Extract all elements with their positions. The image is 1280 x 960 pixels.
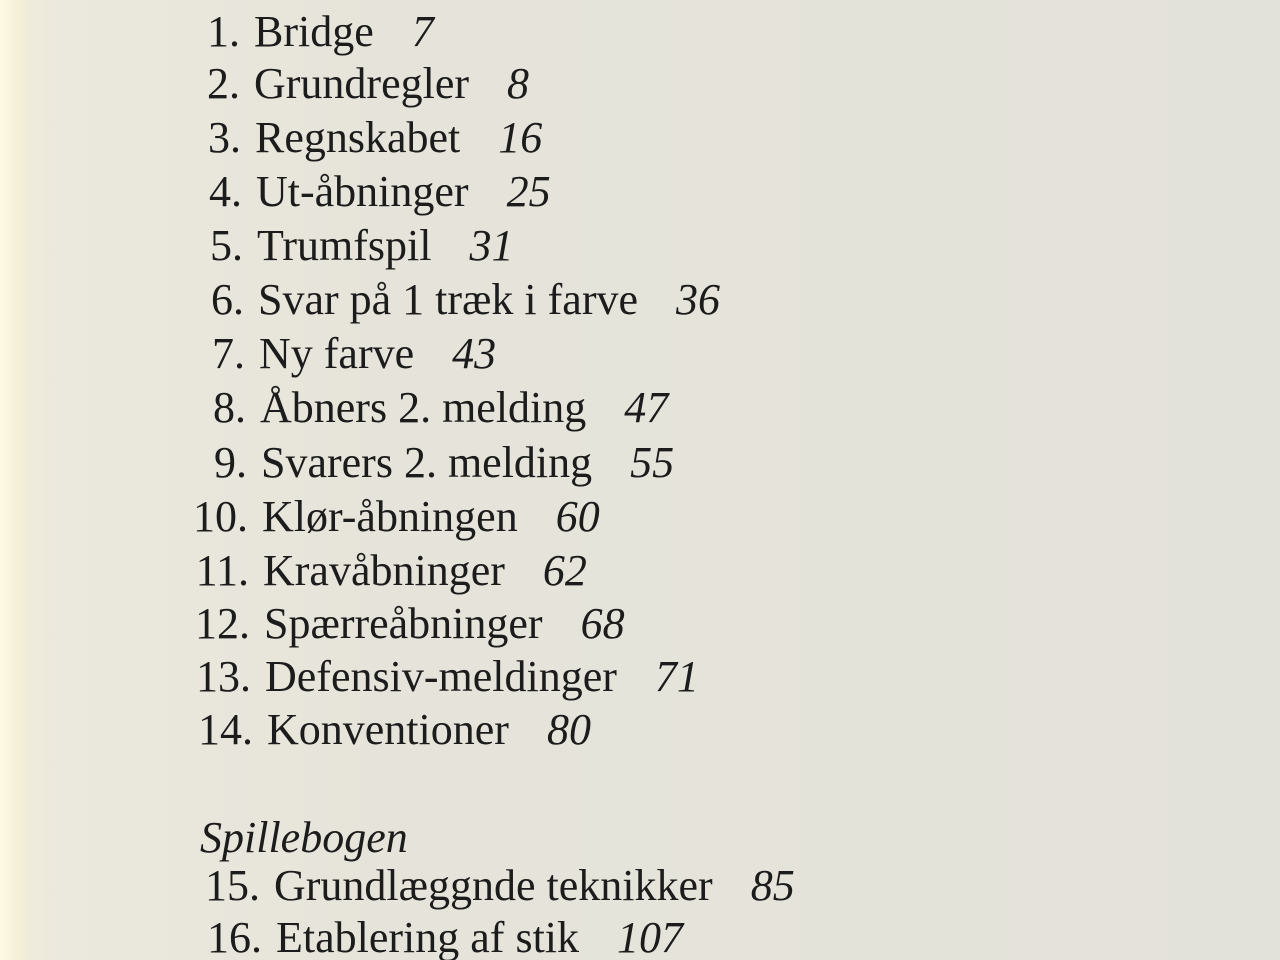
entry-number: 4.: [209, 167, 242, 216]
entry-title: Defensiv-meldinger: [265, 652, 617, 701]
entry-title: Svarers 2. melding: [261, 438, 593, 487]
entry-page: 60: [555, 492, 600, 541]
entry-page: 16: [498, 113, 543, 162]
entry-page: 80: [546, 705, 591, 754]
entry-page: 55: [630, 438, 675, 487]
toc-entry-12: [190, 599, 625, 648]
entry-title: Spærreåbninger: [264, 599, 543, 648]
entry-title: Grundregler: [254, 59, 470, 108]
entry-page: 43: [452, 329, 497, 378]
entry-number: 10.: [193, 492, 248, 541]
entry-number: 8.: [213, 383, 246, 432]
entry-page: 8: [507, 59, 530, 108]
entry-page: 7: [411, 7, 434, 56]
entry-page: 25: [506, 167, 551, 216]
entry-page: 85: [750, 861, 795, 910]
toc-entry-2: [200, 59, 530, 108]
entry-number: 12.: [195, 599, 250, 648]
toc-entry-8: [206, 383, 669, 432]
entry-title: Grundlæggnde teknikker: [274, 861, 713, 910]
toc-entry-14: [193, 705, 591, 754]
toc-entry-11: [189, 546, 587, 595]
entry-title: Ut-åbninger: [256, 167, 469, 216]
entry-title: Kravåbninger: [263, 546, 505, 595]
entry-title: Etablering af stik: [276, 913, 580, 960]
entry-title: Svar på 1 træk i farve: [258, 275, 638, 324]
toc-entry-9: [207, 438, 675, 487]
toc-entry-4: [202, 167, 551, 216]
entry-number: 1.: [207, 7, 240, 56]
entry-page: 107: [617, 913, 684, 960]
entry-number: 3.: [208, 113, 241, 162]
entry-title: Klør-åbningen: [262, 492, 518, 541]
section-heading: Spillebogen: [200, 813, 408, 862]
entry-number: 7.: [212, 329, 245, 378]
entry-number: 16.: [207, 913, 262, 960]
entry-number: 5.: [210, 221, 243, 270]
toc-entry-16: [202, 913, 684, 960]
toc-entry-1: [200, 7, 434, 56]
entry-page: 31: [469, 221, 514, 270]
entry-number: 2.: [207, 59, 240, 108]
toc-entry-3: [201, 113, 543, 162]
entry-number: 13.: [196, 652, 251, 701]
entry-number: 6.: [211, 275, 244, 324]
entry-page: 62: [542, 546, 587, 595]
entry-page: 71: [654, 652, 699, 701]
entry-page: 36: [676, 275, 720, 324]
entry-title: Trumfspil: [257, 221, 432, 270]
entry-title: Åbners 2. melding: [260, 383, 587, 432]
toc-entry-5: [203, 221, 514, 270]
page-fold: [0, 0, 28, 960]
entry-number: 15.: [205, 861, 260, 910]
entry-title: Konventioner: [267, 705, 509, 754]
toc-entry-15: [200, 861, 795, 910]
entry-title: Regnskabet: [255, 113, 461, 162]
entry-page: 68: [580, 599, 625, 648]
entry-number: 14.: [198, 705, 253, 754]
toc-entry-13: [191, 652, 699, 701]
entry-title: Bridge: [254, 7, 374, 56]
entry-title: Ny farve: [259, 329, 415, 378]
entry-number: 11.: [195, 546, 249, 595]
toc-entry-6: [204, 275, 720, 324]
toc-entry-10: [188, 492, 600, 541]
entry-page: 47: [624, 383, 669, 432]
toc-entry-7: [205, 329, 497, 378]
entry-number: 9.: [214, 438, 247, 487]
